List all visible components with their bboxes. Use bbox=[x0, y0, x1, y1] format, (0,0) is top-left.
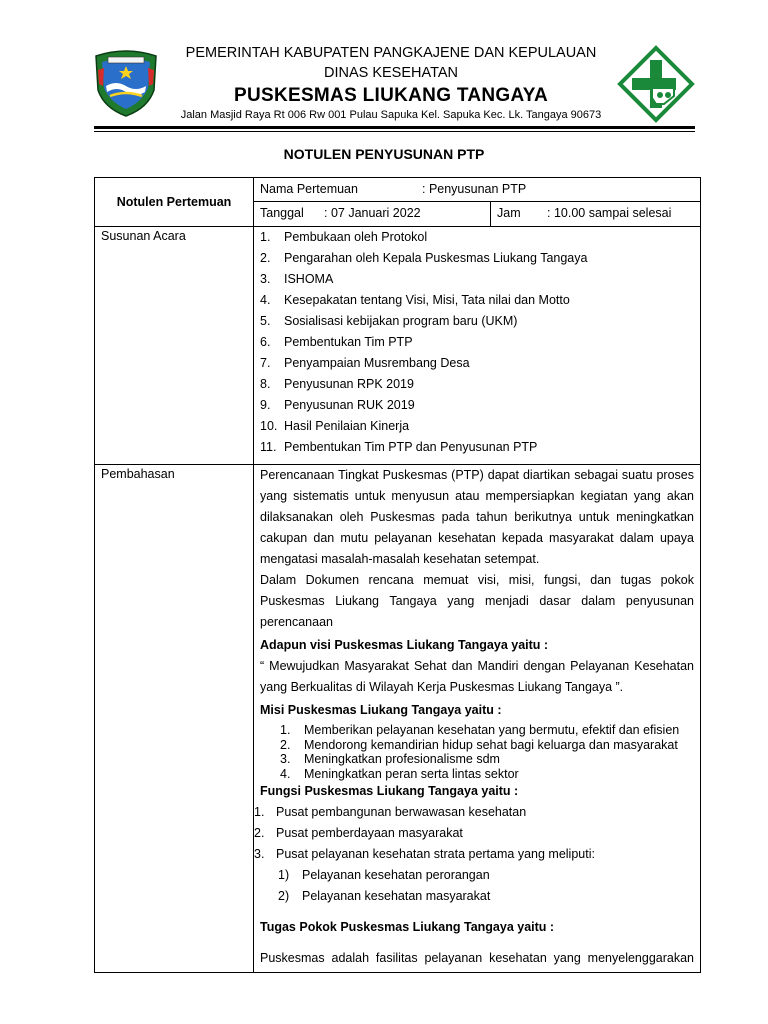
fungsi-sub-item-number: 2) bbox=[278, 889, 290, 903]
meeting-label: Notulen Pertemuan bbox=[95, 178, 254, 227]
tugas-text: Puskesmas adalah fasilitas pelayanan kesehatan yang menyelenggarakan bbox=[260, 951, 694, 965]
agenda-item bbox=[260, 248, 694, 269]
tugas-heading: Tugas Pokok Puskesmas Liukang Tangaya yaitu : bbox=[260, 920, 555, 934]
letterhead-rule bbox=[94, 126, 695, 129]
document-title: NOTULEN PENYUSUNAN PTP bbox=[283, 146, 485, 162]
letterhead bbox=[86, 40, 696, 132]
agenda-item-text: Sosialisasi kebijakan program baru (UKM) bbox=[284, 314, 518, 328]
agenda-item-number: 10. bbox=[260, 419, 278, 433]
time-label: Jam bbox=[497, 206, 521, 220]
agenda-list bbox=[260, 227, 694, 458]
agenda-item-number: 2. bbox=[260, 251, 271, 265]
fungsi-sub-item-number: 1) bbox=[278, 868, 290, 882]
fungsi-item bbox=[254, 823, 694, 844]
agenda-item bbox=[260, 395, 694, 416]
agenda-item-text: Pembukaan oleh Protokol bbox=[284, 230, 428, 244]
fungsi-list bbox=[254, 802, 694, 865]
agenda-item bbox=[260, 374, 694, 395]
fungsi-item-number: 2. bbox=[254, 826, 265, 840]
ptp-definition: Perencanaan Tingkat Puskesmas (PTP) dapat diartikan sebagai suatu proses yang sistematis untuk menyusun atau mempersiapkan kegiatan yang akan dilaksanakan oleh Puskesmas pada tahun berikutnya untuk meningkatkan cakupan dan mutu pelayanan kesehatan kepada masyarakat dalam upaya mengatasi masalah-masalah kesehatan setempat. bbox=[260, 468, 694, 566]
agenda-cell bbox=[254, 227, 701, 465]
fungsi-sub-item-text: Pelayanan kesehatan masyarakat bbox=[302, 889, 491, 903]
meeting-info-cell bbox=[254, 178, 701, 227]
misi-item-text: Meningkatkan profesionalisme sdm bbox=[304, 752, 500, 766]
address: Jalan Masjid Raya Rt 006 Rw 001 Pulau Sapuka Kel. Sapuka Kec. Lk. Tangaya 90673 bbox=[180, 109, 602, 121]
agenda-item bbox=[260, 227, 694, 248]
agenda-item-text: Penyampaian Musrembang Desa bbox=[284, 356, 470, 370]
misi-item-number: 3. bbox=[280, 752, 291, 766]
agenda-item-text: Pembentukan Tim PTP bbox=[284, 335, 413, 349]
agenda-item-number: 8. bbox=[260, 377, 271, 391]
fungsi-item bbox=[254, 844, 694, 865]
date-value: : 07 Januari 2022 bbox=[318, 202, 491, 226]
fungsi-sub-item bbox=[260, 865, 694, 886]
agenda-item bbox=[260, 269, 694, 290]
misi-list bbox=[260, 723, 694, 781]
minutes-table bbox=[94, 177, 701, 973]
fungsi-sub-list bbox=[260, 865, 694, 907]
meeting-name-value: : Penyusunan PTP bbox=[422, 182, 527, 196]
agenda-item bbox=[260, 332, 694, 353]
agenda-item bbox=[260, 416, 694, 437]
agenda-item-text: Kesepakatan tentang Visi, Misi, Tata nilai dan Motto bbox=[284, 293, 570, 307]
office-name: DINAS KESEHATAN bbox=[323, 65, 459, 81]
meeting-name-label: Nama Pertemuan bbox=[260, 182, 358, 196]
agenda-item-number: 7. bbox=[260, 356, 271, 370]
meeting-date-row bbox=[254, 202, 700, 226]
fungsi-item-number: 3. bbox=[254, 847, 265, 861]
agenda-label: Susunan Acara bbox=[95, 227, 254, 465]
fungsi-item-text: Pusat pemberdayaan masyarakat bbox=[276, 826, 463, 840]
institution-name: PUSKESMAS LIUKANG TANGAYA bbox=[233, 85, 548, 106]
agenda-item-text: ISHOMA bbox=[284, 272, 334, 286]
agenda-item-number: 1. bbox=[260, 230, 271, 244]
time-value: : 10.00 sampai selesai bbox=[547, 206, 672, 220]
misi-item bbox=[260, 723, 694, 738]
agenda-item bbox=[260, 311, 694, 332]
date-label: Tanggal bbox=[260, 206, 304, 220]
visi-text: “ Mewujudkan Masyarakat Sehat dan Mandiri dengan Pelayanan Kesehatan yang Berkualitas di Wilayah Kerja Puskesmas Liukang Tangaya ”. bbox=[260, 659, 694, 694]
fungsi-sub-item bbox=[260, 886, 694, 907]
agenda-item bbox=[260, 353, 694, 374]
discussion-label: Pembahasan bbox=[95, 465, 254, 973]
fungsi-item-text: Pusat pembangunan berwawasan kesehatan bbox=[276, 805, 527, 819]
agenda-item-number: 6. bbox=[260, 335, 271, 349]
document-contents: Dalam Dokumen rencana memuat visi, misi, fungsi, dan tugas pokok Puskesmas Liukang Tangaya yang menjadi dasar dalam penyusunan perencanaan bbox=[260, 573, 694, 629]
misi-item-text: Mendorong kemandirian hidup sehat bagi keluarga dan masyarakat bbox=[304, 737, 678, 752]
puskesmas-cross-icon bbox=[616, 44, 696, 124]
agenda-item-text: Hasil Penilaian Kinerja bbox=[284, 419, 410, 433]
agenda-item-number: 4. bbox=[260, 293, 271, 307]
agenda-item-text: Penyusunan RPK 2019 bbox=[284, 377, 414, 391]
visi-heading: Adapun visi Puskesmas Liukang Tangaya yaitu : bbox=[260, 638, 549, 652]
agenda-item-number: 9. bbox=[260, 398, 271, 412]
agenda-item-number: 11. bbox=[260, 440, 277, 454]
agenda-item-number: 5. bbox=[260, 314, 271, 328]
fungsi-item bbox=[254, 802, 694, 823]
gov-name: PEMERINTAH KABUPATEN PANGKAJENE DAN KEPULAUAN bbox=[185, 45, 597, 61]
discussion-cell bbox=[254, 465, 701, 973]
misi-item bbox=[260, 767, 694, 782]
agenda-item bbox=[260, 290, 694, 311]
fungsi-item-number: 1. bbox=[254, 805, 265, 819]
fungsi-heading: Fungsi Puskesmas Liukang Tangaya yaitu : bbox=[260, 784, 519, 798]
misi-item bbox=[260, 738, 694, 753]
letterhead-rule-thin bbox=[94, 131, 695, 132]
agenda-item-number: 3. bbox=[260, 272, 271, 286]
misi-item-number: 1. bbox=[280, 723, 291, 737]
misi-item bbox=[260, 752, 694, 767]
fungsi-item-text: Pusat pelayanan kesehatan strata pertama yang meliputi: bbox=[276, 847, 595, 861]
misi-item-number: 2. bbox=[280, 737, 291, 752]
meeting-name-row bbox=[254, 178, 700, 202]
agenda-item bbox=[260, 437, 694, 458]
misi-item-text: Memberikan pelayanan kesehatan yang bermutu, efektif dan efisien bbox=[304, 723, 680, 737]
agenda-item-text: Penyusunan RUK 2019 bbox=[284, 398, 415, 412]
agenda-item-text: Pembentukan Tim PTP dan Penyusunan PTP bbox=[284, 440, 538, 454]
misi-item-text: Meningkatkan peran serta lintas sektor bbox=[304, 766, 519, 781]
misi-heading: Misi Puskesmas Liukang Tangaya yaitu : bbox=[260, 703, 502, 717]
agenda-item-text: Pengarahan oleh Kepala Puskesmas Liukang Tangaya bbox=[284, 251, 588, 265]
misi-item-number: 4. bbox=[280, 766, 291, 781]
fungsi-sub-item-text: Pelayanan kesehatan perorangan bbox=[302, 868, 490, 882]
